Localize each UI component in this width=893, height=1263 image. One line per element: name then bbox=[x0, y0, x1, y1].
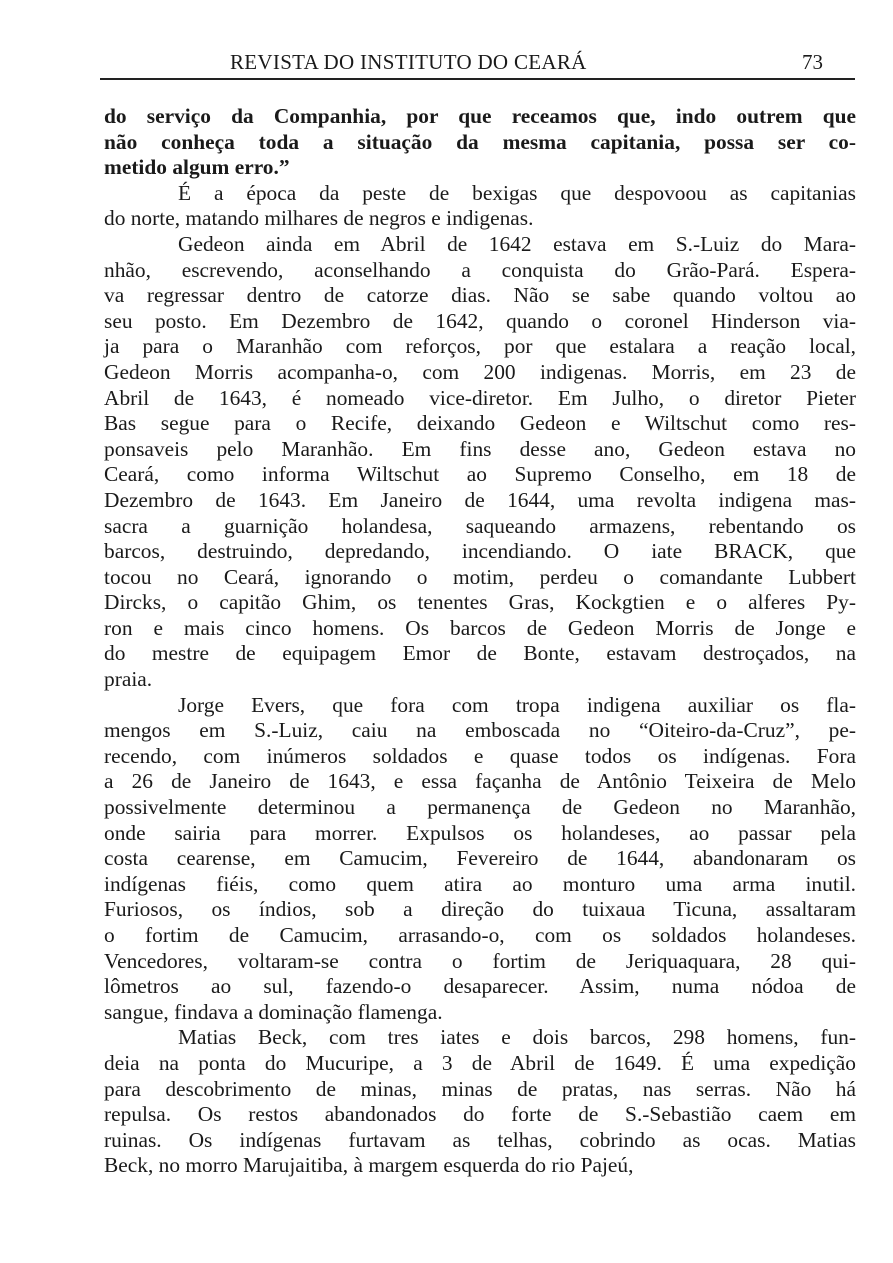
text-line: lômetros ao sul, fazendo-o desaparecer. Assim, numa nódoa de bbox=[104, 974, 856, 999]
paragraph bbox=[104, 232, 856, 693]
text-line: recendo, com inúmeros soldados e quase todos os indígenas. Fora bbox=[104, 743, 856, 768]
text-line: do serviço da Companhia, por que receamos que, indo outrem que bbox=[104, 104, 856, 128]
text-line: seu posto. Em Dezembro de 1642, quando o coronel Hinderson via- bbox=[104, 308, 856, 333]
page-header bbox=[100, 50, 855, 80]
text-line: Matias Beck, com tres iates e dois barcos, 298 homens, fun- bbox=[178, 1025, 856, 1050]
text-line: indígenas fiéis, como quem atira ao monturo uma arma inutil. bbox=[104, 871, 856, 896]
text-line: ruinas. Os indígenas furtavam as telhas, cobrindo as ocas. Matias bbox=[104, 1127, 856, 1152]
text-line: ron e mais cinco homens. Os barcos de Gedeon Morris de Jonge e bbox=[104, 615, 856, 640]
paragraph bbox=[104, 1025, 856, 1179]
running-title: REVISTA DO INSTITUTO DO CEARÁ bbox=[230, 50, 587, 74]
text-line: Dezembro de 1643. Em Janeiro de 1644, uma revolta indigena mas- bbox=[104, 487, 856, 512]
text-line: para descobrimento de minas, minas de pratas, nas serras. Não há bbox=[104, 1076, 856, 1101]
text-line: É a época da peste de bexigas que despovoou as capitanias bbox=[178, 180, 856, 205]
text-line: praia. bbox=[104, 667, 153, 692]
text-line: nhão, escrevendo, aconselhando a conquista do Grão-Pará. Espera- bbox=[104, 257, 856, 282]
text-line: Abril de 1643, é nomeado vice-diretor. Em Julho, o diretor Pieter bbox=[104, 385, 856, 410]
text-line: sangue, findava a dominação flamenga. bbox=[104, 999, 443, 1024]
text-line: Jorge Evers, que fora com tropa indigena auxiliar os fla- bbox=[178, 692, 856, 717]
text-line: a 26 de Janeiro de 1643, e essa façanha de Antônio Teixeira de Melo bbox=[104, 769, 856, 794]
text-line: Gedeon Morris acompanha-o, com 200 indigenas. Morris, em 23 de bbox=[104, 359, 856, 384]
text-line: Dircks, o capitão Ghim, os tenentes Gras, Kockgtien e o alferes Py- bbox=[104, 590, 856, 615]
text-line: tocou no Ceará, ignorando o motim, perdeu o comandante Lubbert bbox=[104, 564, 856, 589]
text-line: costa cearense, em Camucim, Fevereiro de 1644, abandonaram os bbox=[104, 846, 856, 871]
text-line: deia na ponta do Mucuripe, a 3 de Abril de 1649. É uma expedição bbox=[104, 1050, 856, 1075]
text-line: Vencedores, voltaram-se contra o fortim de Jeriquaquara, 28 qui- bbox=[104, 948, 856, 973]
text-line: va regressar dentro de catorze dias. Não se sabe quando voltou ao bbox=[104, 283, 856, 308]
text-line: não conheça toda a situação da mesma capitania, possa ser co- bbox=[104, 129, 856, 154]
text-line: o fortim de Camucim, arrasando-o, com os soldados holandeses. bbox=[104, 923, 856, 947]
paragraph bbox=[104, 104, 856, 181]
paragraph bbox=[104, 693, 856, 1026]
text-line: Ceará, como informa Wiltschut ao Supremo Conselho, em 18 de bbox=[104, 462, 856, 487]
text-line: sacra a guarnição holandesa, saqueando armazens, rebentando os bbox=[104, 513, 856, 538]
body-text bbox=[104, 104, 856, 1179]
text-line: ponsaveis pelo Maranhão. Em fins desse ano, Gedeon estava no bbox=[104, 436, 856, 461]
text-line: onde sairia para morrer. Expulsos os holandeses, ao passar pela bbox=[104, 820, 856, 845]
page-number: 73 bbox=[802, 50, 823, 74]
text-line: metido algum erro.” bbox=[104, 155, 290, 180]
text-line: Beck, no morro Marujaitiba, à margem esquerda do rio Pajeú, bbox=[104, 1153, 634, 1178]
text-line: do norte, matando milhares de negros e indigenas. bbox=[104, 206, 534, 231]
paragraph bbox=[104, 181, 856, 232]
text-line: mengos em S.-Luiz, caiu na emboscada no “Oiteiro-da-Cruz”, pe- bbox=[104, 718, 856, 743]
text-line: barcos, destruindo, depredando, incendiando. O iate BRACK, que bbox=[104, 539, 856, 564]
text-line: possivelmente determinou a permanença de Gedeon no Maranhão, bbox=[104, 795, 856, 820]
text-line: ja para o Maranhão com reforços, por que estalara a reação local, bbox=[104, 334, 856, 359]
text-line: repulsa. Os restos abandonados do forte de S.-Sebastião caem em bbox=[104, 1102, 856, 1127]
text-line: Bas segue para o Recife, deixando Gedeon e Wiltschut como res- bbox=[104, 411, 856, 436]
text-line: Gedeon ainda em Abril de 1642 estava em S.-Luiz do Mara- bbox=[178, 231, 856, 256]
text-line: Furiosos, os índios, sob a direção do tuixaua Ticuna, assaltaram bbox=[104, 897, 856, 922]
text-line: do mestre de equipagem Emor de Bonte, estavam destroçados, na bbox=[104, 641, 856, 666]
